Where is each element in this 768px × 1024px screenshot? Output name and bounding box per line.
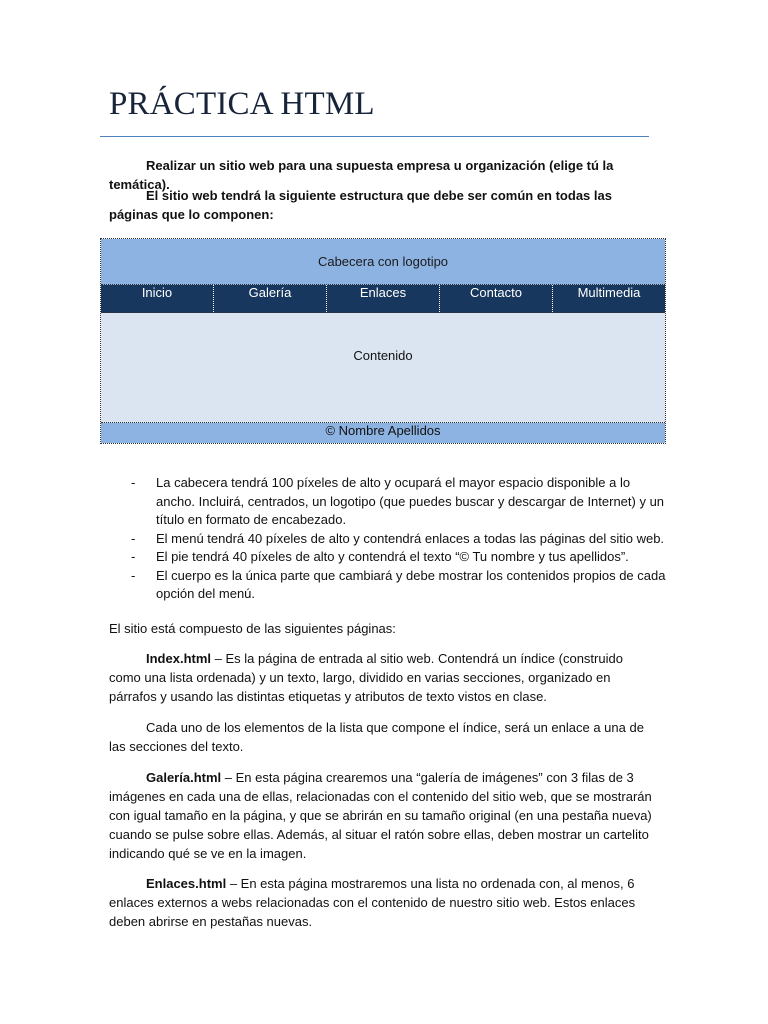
list-item: [131, 474, 671, 530]
requirements-list: [131, 474, 671, 604]
enlaces-page-description: [109, 874, 639, 931]
bullet-marker: -: [131, 549, 136, 564]
index-page-name: Index.html: [146, 651, 212, 666]
diagram-menu-item-multimedia: Multimedia: [577, 285, 641, 300]
enlaces-page-text: – En esta página mostraremos una lista no ordenada con, al menos, 6 enlaces externos a webs relacionadas con el contenido de nuestro sitio web. Estos enlaces deben abrirse en pestañas nuevas.: [109, 876, 636, 929]
list-item: [131, 567, 671, 604]
bullet-marker: -: [131, 567, 136, 583]
list-item: [131, 548, 671, 567]
diagram-menu-item-enlaces: Enlaces: [327, 285, 440, 312]
page-title: PRÁCTICA HTML: [109, 86, 375, 122]
diagram-content: Contenido: [101, 313, 665, 423]
list-item: [131, 530, 671, 549]
diagram-menu-item-contacto: Contacto: [440, 285, 553, 312]
enlaces-page-name: Enlaces.html: [146, 876, 227, 891]
diagram-header: Cabecera con logotipo: [101, 239, 665, 285]
index-extra-paragraph: Cada uno de los elementos de la lista que compone el índice, será un enlace a una de las secciones del texto.: [109, 720, 644, 754]
list-item-text: El menú tendrá 40 píxeles de alto y contendrá enlaces a todas las páginas del sitio web.: [156, 530, 665, 546]
pages-intro: El sitio está compuesto de las siguientes páginas:: [109, 621, 396, 636]
bullet-marker: -: [131, 530, 136, 546]
diagram-menu-item-inicio: Inicio: [101, 285, 214, 312]
galeria-page-name: Galería.html: [146, 770, 222, 785]
galeria-page-description: [109, 768, 654, 863]
index-page-text: – Es la página de entrada al sitio web. Contendrá un índice (construido como una lista ordenada) y un texto, largo, dividido en varias secciones, organizado en párrafos y usando las distintas etiquetas y atributos de texto vistos en clase.: [109, 651, 623, 704]
index-page-description: [109, 649, 649, 706]
list-item-text: La cabecera tendrá 100 píxeles de alto y ocupará el mayor espacio disponible a lo ancho. Incluirá, centrados, un logotipo (que puedes buscar y descargar de Internet) y un título en formato de encabezado.: [156, 475, 665, 527]
diagram-menu-item-galeria: Galería: [214, 285, 327, 312]
list-item-text: El cuerpo es la única parte que cambiará y debe mostrar los contenidos propios de cada opción del menú.: [156, 567, 666, 601]
intro-paragraph-1: Realizar un sitio web para una supuesta empresa u organización (elige tú la temática).: [109, 158, 614, 192]
intro-paragraph-2: El sitio web tendrá la siguiente estructura que debe ser común en todas las páginas que lo componen:: [109, 188, 612, 222]
title-divider: [100, 136, 649, 137]
site-structure-diagram: [100, 238, 666, 444]
diagram-footer: © Nombre Apellidos: [101, 423, 665, 443]
list-item-text: El pie tendrá 40 píxeles de alto y contendrá el texto “© Tu nombre y tus apellidos”.: [156, 549, 629, 564]
bullet-marker: -: [131, 475, 136, 490]
galeria-page-text: – En esta página crearemos una “galería de imágenes” con 3 filas de 3 imágenes en cada una de ellas, relacionadas con el contenido del sitio web, que se mostrarán con igual tamaño en la página, y que se abrirán en su tamaño original (en una pestaña nueva) cuando se pulse sobre ellas. Además, al situar el ratón sobre ellas, deben mostrar un cartelito indicando qué se ve en la imagen.: [109, 770, 652, 861]
diagram-menu: [101, 285, 665, 313]
